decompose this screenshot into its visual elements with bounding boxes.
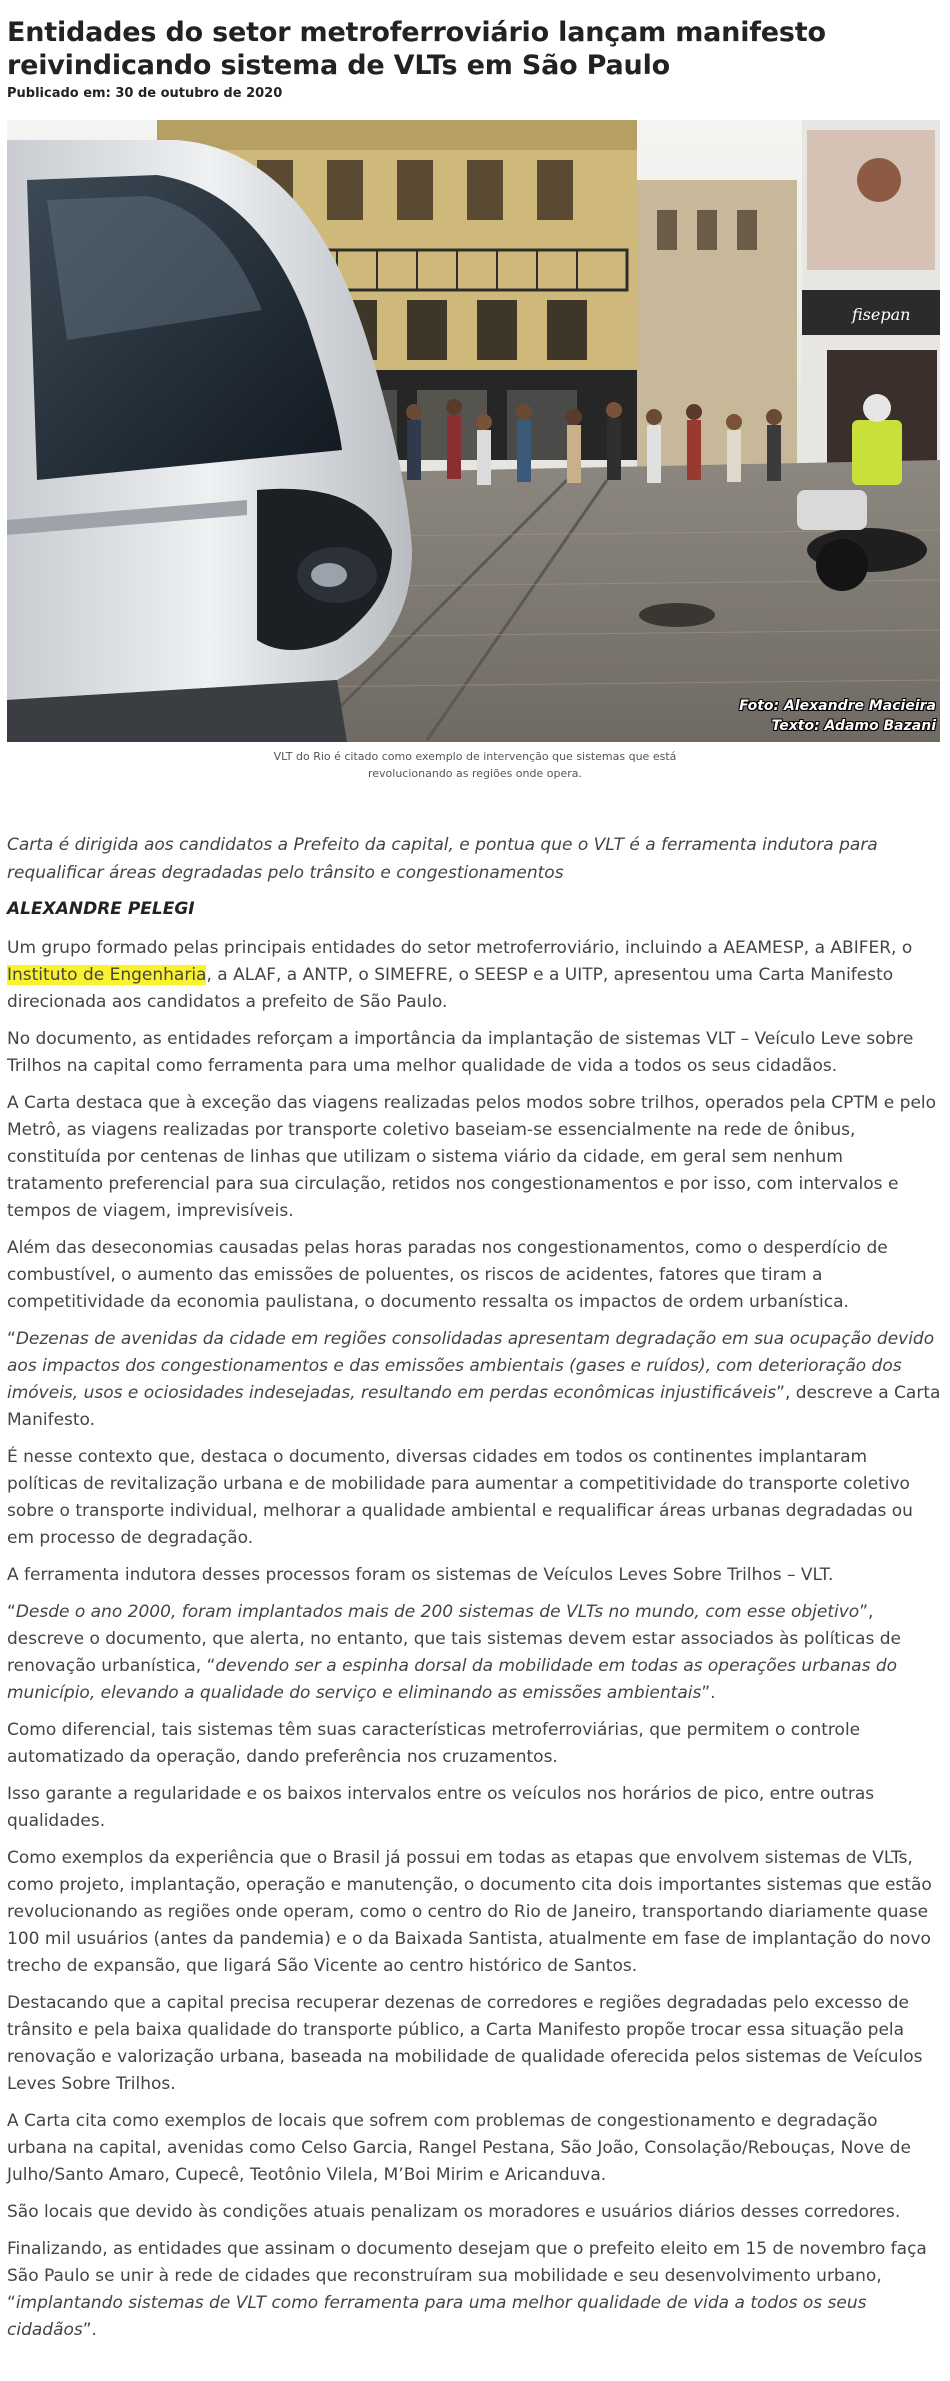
highlighted-link-instituto-de-engenharia[interactable]: Instituto de Engenharia	[7, 965, 207, 985]
quote-close: ”, descreve a Carta Manifesto.	[7, 1383, 941, 1430]
quote-text: implantando sistemas de VLT como ferramenta para uma melhor qualidade de vida a todos os seus cidadãos	[7, 2293, 867, 2340]
paragraph-5	[7, 1326, 943, 1434]
photo-credit-photographer: Foto: Alexandre Macieira	[739, 698, 936, 714]
article-author: ALEXANDRE PELEGI	[7, 899, 195, 919]
quote-text: Desde o ano 2000, foram implantados mais de 200 sistemas de VLTs no mundo, com esse objetivo	[15, 1602, 860, 1622]
quote-open: “	[7, 1602, 16, 1622]
paragraph-1-end: , a ALAF, a ANTP, o SIMEFRE, o SEESP e a UITP, apresentou uma Carta Manifesto direcionada aos candidatos a prefeito de São Paulo.	[7, 965, 894, 1012]
quote-open: “	[7, 1329, 16, 1349]
photo-credit	[739, 696, 936, 736]
store-sign: fisepan	[852, 305, 911, 324]
paragraph-4: Além das deseconomias causadas pelas horas paradas nos congestionamentos, como o desperdício de combustível, o aumento das emissões de poluentes, os riscos de acidentes, fatores que tiram a competitividade da economia paulistana, o documento ressalta os impactos de ordem urbanística.	[7, 1238, 888, 1312]
paragraph-3: A Carta destaca que à exceção das viagens realizadas pelos modos sobre trilhos, operados pela CPTM e pelo Metrô, as viagens realizadas por transporte coletivo baseiam-se essencialmente na rede de ônibus, constituída por centenas de linhas que utilizam o sistema viário da cidade, em geral sem nenhum tratamento preferencial para sua circulação, retidos nos congestionamentos e por isso, com intervalos e tempos de viagem, imprevisíveis.	[7, 1093, 937, 1221]
paragraph-8-middle: ”, descreve o documento, que alerta, no entanto, que tais sistemas devem estar associados às políticas de renovação urbanística, “	[7, 1602, 901, 1676]
paragraph-12: Destacando que a capital precisa recuperar dezenas de corredores e regiões degradadas pelo excesso de trânsito e pela baixa qualidade do transporte público, a Carta Manifesto propõe trocar essa situação pela renovação e valorização urbana, baseada na mobilidade de qualidade oferecida pelos sistemas de Veículos Leves Sobre Trilhos.	[7, 1993, 923, 2094]
paragraph-15	[7, 2236, 943, 2344]
paragraph-10: Isso garante a regularidade e os baixos intervalos entre os veículos nos horários de pico, entre outras qualidades.	[7, 1784, 875, 1831]
paragraph-7: A ferramenta indutora desses processos foram os sistemas de Veículos Leves Sobre Trilhos – VLT.	[7, 1565, 834, 1585]
article-photo	[7, 120, 940, 742]
paragraph-6: É nesse contexto que, destaca o documento, diversas cidades em todos os continentes implantaram políticas de revitalização urbana e de mobilidade para aumentar a competitividade do transporte coletivo sobre o transporte individual, melhorar a qualidade ambiental e requalificar áreas urbanas degradadas ou em processo de degradação.	[7, 1447, 913, 1548]
article-title: Entidades do setor metroferroviário lançam manifesto reivindicando sistema de VLTs em São Paulo	[7, 17, 826, 81]
publish-date: Publicado em: 30 de outubro de 2020	[7, 86, 283, 101]
paragraph-9: Como diferencial, tais sistemas têm suas características metroferroviárias, que permitem o controle automatizado da operação, dando preferência nos cruzamentos.	[7, 1720, 861, 1767]
quote-close: ”.	[701, 1683, 716, 1703]
paragraph-14: São locais que devido às condições atuais penalizam os moradores e usuários diários desses corredores.	[7, 2202, 901, 2222]
article-lead: Carta é dirigida aos candidatos a Prefeito da capital, e pontua que o VLT é a ferramenta indutora para requalificar áreas degradadas pelo trânsito e congestionamentos	[7, 835, 878, 883]
paragraph-8	[7, 1599, 943, 1707]
paragraph-1	[7, 935, 943, 1016]
paragraph-13: A Carta cita como exemplos de locais que sofrem com problemas de congestionamento e degradação urbana na capital, avenidas como Celso Garcia, Rangel Pestana, São João, Consolação/Rebouças, Nove de Julho/Santo Amaro, Cupecê, Teotônio Vilela, M’Boi Mirim e Aricanduva.	[7, 2111, 911, 2185]
photo-caption: VLT do Rio é citado como exemplo de intervenção que sistemas que está revolucionando as regiões onde opera.	[273, 750, 677, 780]
quote-text: devendo ser a espinha dorsal da mobilidade em todas as operações urbanas do município, elevando a qualidade do serviço e eliminando as emissões ambientais	[7, 1656, 898, 1703]
photo-credit-writer: Texto: Adamo Bazani	[771, 718, 936, 734]
quote-text: Dezenas de avenidas da cidade em regiões consolidadas apresentam degradação em sua ocupação devido aos impactos dos congestionamentos e das emissões ambientais (gases e ruídos), com deterioração dos imóveis, usos e ociosidades indesejadas, resultando em perdas econômicas injustificáveis	[7, 1329, 935, 1403]
paragraph-11: Como exemplos da experiência que o Brasil já possui em todas as etapas que envolvem sistemas de VLTs, como projeto, implantação, operação e manutenção, o documento cita dois importantes sistemas que estão revolucionando as regiões onde operam, como o centro do Rio de Janeiro, transportando diariamente quase 100 mil usuários (antes da pandemia) e o da Baixada Santista, atualmente em fase de implantação do novo trecho de expansão, que ligará São Vicente ao centro histórico de Santos.	[7, 1848, 932, 1976]
paragraph-2: No documento, as entidades reforçam a importância da implantação de sistemas VLT – Veículo Leve sobre Trilhos na capital como ferramenta para uma melhor qualidade de vida a todos os seus cidadãos.	[7, 1029, 914, 1076]
paragraph-15-start: Finalizando, as entidades que assinam o documento desejam que o prefeito eleito em 15 de novembro faça São Paulo se unir à rede de cidades que reconstruíram sua mobilidade e seu desenvolvimento urbano, “	[7, 2239, 927, 2313]
paragraph-1-start: Um grupo formado pelas principais entidades do setor metroferroviário, incluindo a AEAMESP, a ABIFER, o	[7, 938, 913, 958]
quote-close: ”.	[82, 2320, 97, 2340]
vlt-street-scene-illustration	[7, 120, 940, 742]
